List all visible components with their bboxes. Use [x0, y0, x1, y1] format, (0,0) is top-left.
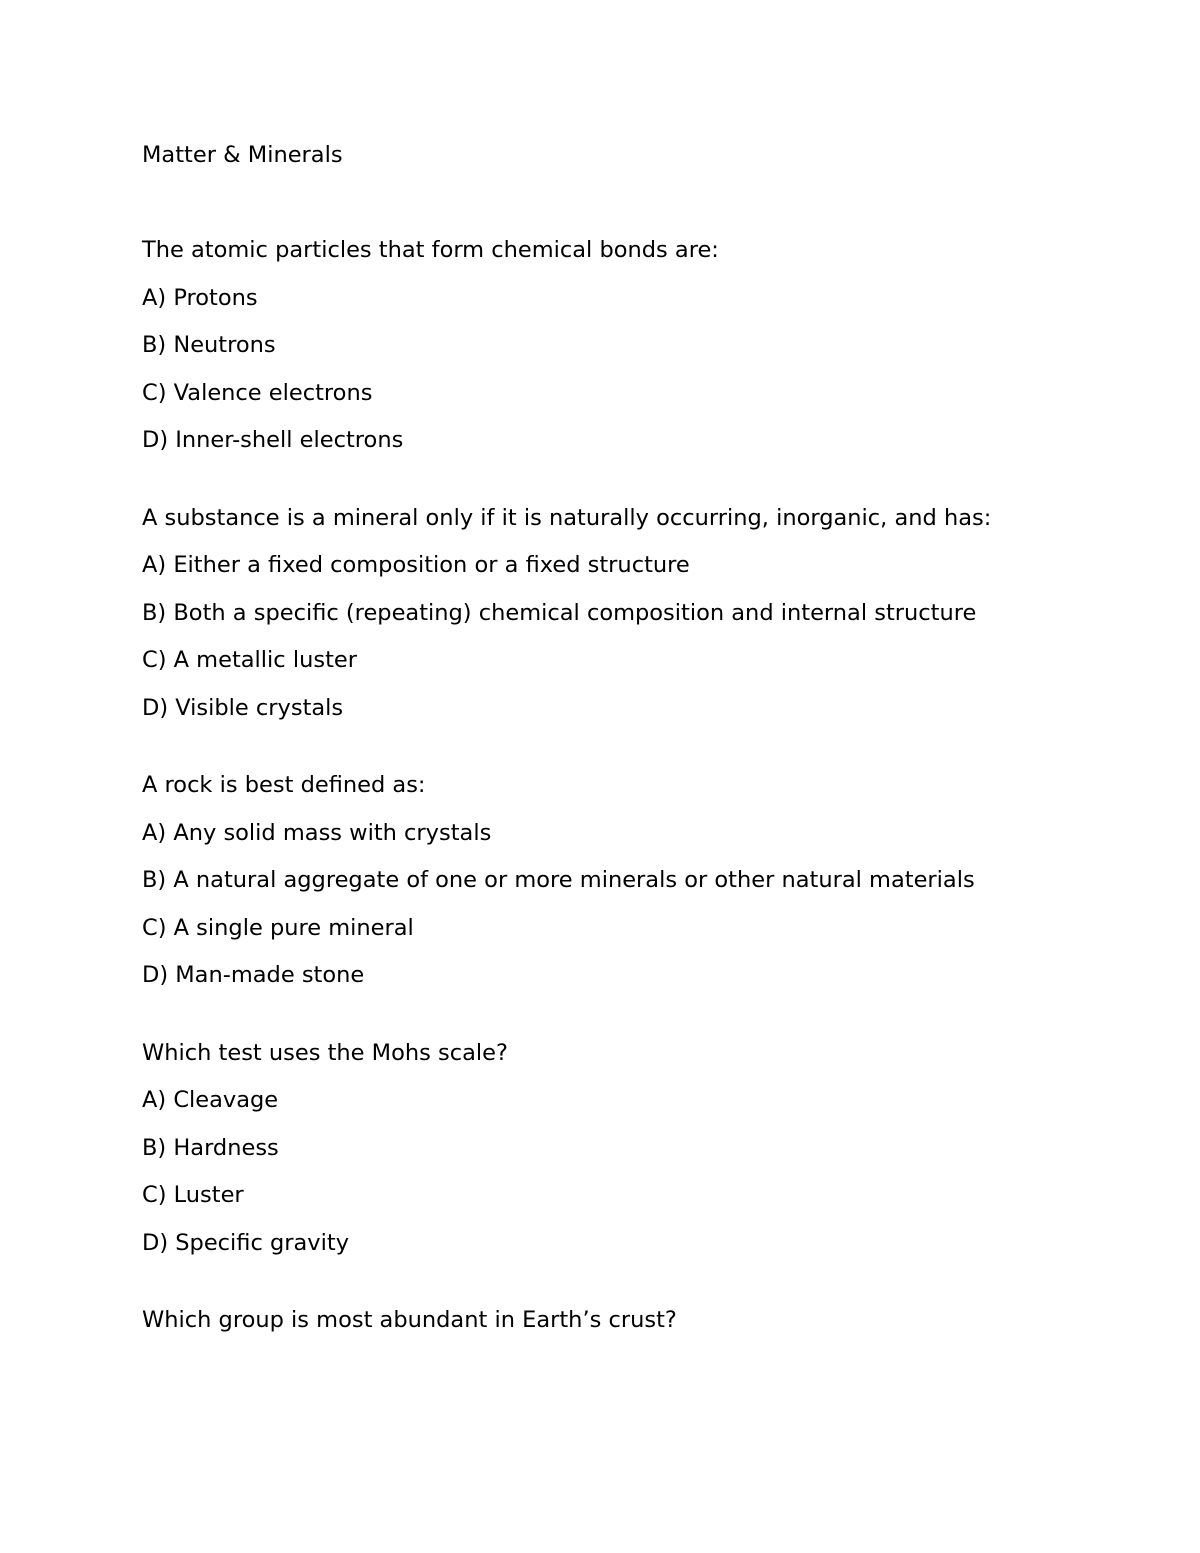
question-block-4	[142, 1038, 1142, 1258]
question-prompt: A substance is a mineral only if it is naturally occurring, inorganic, and has:	[142, 504, 992, 531]
question-prompt: Which group is most abundant in Earth’s crust?	[142, 1307, 677, 1333]
question-block-1	[142, 235, 1142, 455]
answer-option: A) Cleavage	[142, 1087, 279, 1113]
question-prompt: A rock is best defined as:	[142, 772, 426, 798]
answer-option: C) Luster	[142, 1182, 244, 1208]
answer-option: C) A single pure mineral	[142, 914, 414, 941]
question-block-5	[142, 1305, 1142, 1335]
answer-option: C) Valence electrons	[142, 379, 373, 406]
answer-option: A) Protons	[142, 284, 258, 311]
answer-option: C) A metallic luster	[142, 647, 357, 673]
answer-option: D) Man-made stone	[142, 962, 365, 988]
answer-option: D) Specific gravity	[142, 1229, 350, 1256]
answer-option: A) Either a fixed composition or a fixed structure	[142, 552, 690, 578]
answer-option: B) Both a specific (repeating) chemical composition and internal structure	[142, 599, 977, 626]
answer-option: B) Hardness	[142, 1134, 279, 1161]
question-block-2	[142, 503, 1142, 723]
answer-option: D) Inner-shell electrons	[142, 427, 404, 453]
question-prompt: The atomic particles that form chemical bonds are:	[142, 237, 719, 263]
document-title: Matter & Minerals	[142, 142, 343, 168]
answer-option: D) Visible crystals	[142, 694, 344, 721]
question-block-3	[142, 770, 1142, 990]
answer-option: B) Neutrons	[142, 332, 276, 358]
answer-option: A) Any solid mass with crystals	[142, 819, 492, 846]
answer-option: B) A natural aggregate of one or more minerals or other natural materials	[142, 867, 975, 893]
document-page	[142, 140, 1142, 1383]
question-prompt: Which test uses the Mohs scale?	[142, 1039, 508, 1066]
